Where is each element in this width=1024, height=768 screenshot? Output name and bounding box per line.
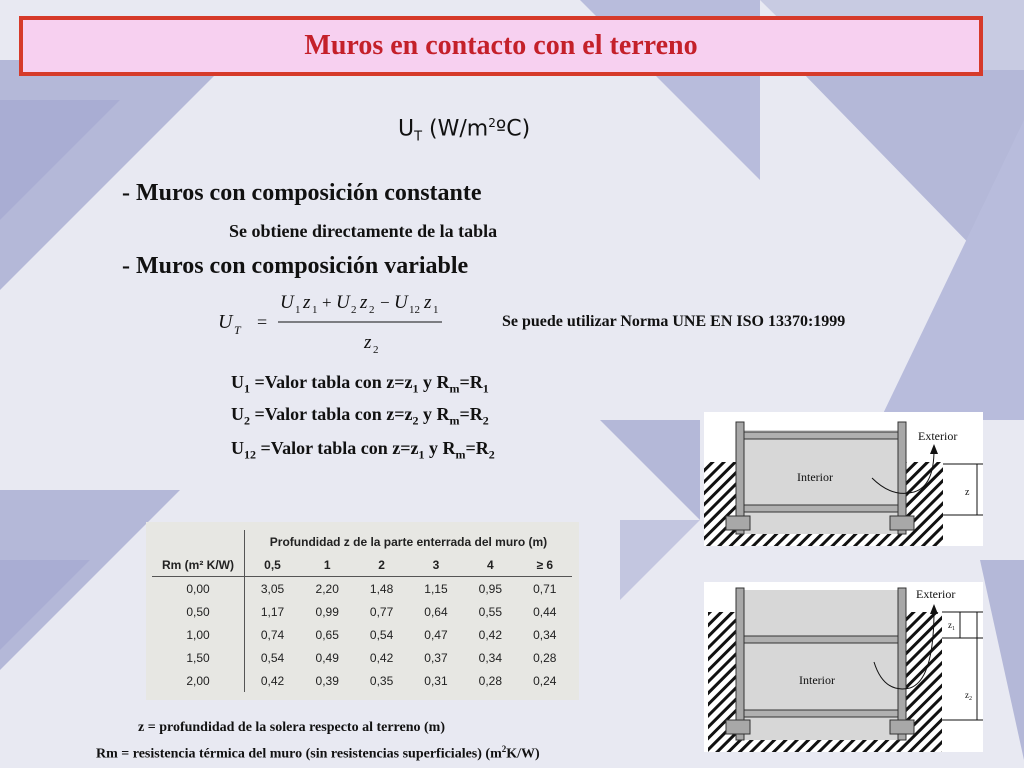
svg-text:1: 1 — [295, 304, 301, 316]
u-cell: 0,55 — [478, 604, 503, 619]
svg-text:z: z — [424, 292, 432, 313]
rm-cell: 0,00 — [152, 577, 245, 601]
svg-text:12: 12 — [409, 304, 420, 316]
ut-formula — [210, 288, 500, 360]
u-cell: 3,05 — [260, 581, 285, 596]
u-cell: 1,17 — [260, 604, 285, 619]
u-cell: 0,28 — [478, 673, 503, 688]
table-row — [152, 600, 572, 623]
svg-text:T: T — [234, 323, 241, 337]
column-header: 3 — [432, 557, 440, 572]
svg-text:z: z — [364, 332, 372, 353]
diagram2-z2-label: $z_2$ — [965, 690, 972, 702]
title-banner — [19, 16, 983, 76]
diagram2-z1-label: $z_1$ — [948, 620, 955, 632]
bullet-variable: - Muros con composición variable — [122, 253, 469, 279]
rm-cell: 1,50 — [152, 646, 245, 669]
rm-cell: 2,00 — [152, 669, 245, 692]
definition-u1: $U_1$ =Valor tabla con $z=z_1$ y $R_m=R_1$ — [231, 372, 489, 396]
u-cell: 0,34 — [533, 627, 557, 642]
u-cell: 0,54 — [369, 627, 394, 642]
table-group-header: Profundidad z de la parte enterrada del muro (m) — [269, 534, 548, 549]
svg-text:1: 1 — [312, 304, 318, 316]
svg-text:2: 2 — [369, 304, 375, 316]
svg-text:U: U — [218, 311, 233, 333]
u-cell: 0,42 — [260, 673, 285, 688]
bullet-constant-note: Se obtiene directamente de la tabla — [229, 221, 498, 241]
u-cell: 0,35 — [369, 673, 394, 688]
ut-units-close: ºC) — [495, 116, 531, 142]
u-cell: 0,34 — [478, 650, 503, 665]
diagram1-z-label: z — [965, 487, 970, 498]
u-cell: 0,44 — [533, 604, 557, 619]
u-cell: 0,99 — [315, 604, 339, 619]
svg-text:−: − — [380, 293, 390, 312]
norma-note: Se puede utilizar Norma UNE EN ISO 13370:1999 — [502, 313, 846, 330]
table-group-header-row — [152, 530, 572, 553]
svg-text:+: + — [322, 293, 332, 312]
table-row — [152, 669, 572, 692]
table-row-header: Rm (m² K/W) — [152, 553, 245, 577]
u-cell: 2,20 — [315, 581, 339, 596]
u-cell: 0,28 — [533, 650, 557, 665]
u-cell: 1,48 — [369, 581, 394, 596]
column-header: 2 — [378, 557, 385, 572]
svg-text:U: U — [280, 292, 294, 313]
diagram-single-basement — [704, 412, 983, 546]
ut-base: U — [398, 116, 415, 142]
rm-cell: 1,00 — [152, 623, 245, 646]
definition-u2: $U_2$ =Valor tabla con $z=z_2$ y $R_m=R_2$ — [231, 404, 489, 428]
bullet-constant: - Muros con composición constante — [122, 180, 482, 206]
column-header: 4 — [487, 557, 494, 572]
svg-text:2: 2 — [351, 304, 357, 316]
ut-units-open: (W/m — [422, 116, 489, 142]
u-cell: 0,42 — [369, 650, 394, 665]
diagram2-interior-label: Interior — [799, 673, 835, 687]
ut-heading — [398, 116, 530, 145]
rm-cell: 0,50 — [152, 600, 245, 623]
diagram-semi-basement — [704, 582, 983, 752]
svg-text:z: z — [360, 292, 368, 313]
ut-sub: T — [414, 129, 423, 145]
column-header: 1 — [323, 557, 331, 572]
table-row — [152, 646, 572, 669]
svg-text:U: U — [336, 292, 350, 313]
table-row — [152, 623, 572, 646]
u-cell: 0,47 — [424, 627, 448, 642]
u-cell: 0,65 — [315, 627, 339, 642]
column-header: ≥ 6 — [536, 557, 554, 572]
u-cell: 0,54 — [260, 650, 285, 665]
u-cell: 0,77 — [369, 604, 394, 619]
u-cell: 1,15 — [424, 581, 448, 596]
u-cell: 0,71 — [533, 581, 557, 596]
svg-text:U: U — [394, 292, 408, 313]
diagram2-exterior-label: Exterior — [916, 587, 956, 601]
diagram1-interior-label: Interior — [797, 470, 833, 484]
svg-text:2: 2 — [373, 344, 379, 356]
svg-text:=: = — [257, 312, 268, 332]
svg-text:z: z — [303, 292, 311, 313]
column-header: 0,5 — [264, 557, 281, 572]
u-cell: 0,31 — [424, 673, 448, 688]
page-title: Muros en contacto con el terreno — [304, 30, 698, 61]
u-cell: 0,64 — [424, 604, 448, 619]
caption-z: z = profundidad de la solera respecto al terreno (m) — [138, 720, 446, 735]
table-column-header-row — [152, 553, 572, 577]
u-cell: 0,39 — [315, 673, 339, 688]
svg-text:1: 1 — [433, 304, 439, 316]
u-cell: 0,42 — [478, 627, 503, 642]
u-values-table — [146, 522, 579, 700]
u-cell: 0,49 — [315, 650, 339, 665]
u-cell: 0,37 — [424, 650, 448, 665]
u-cell: 0,95 — [478, 581, 503, 596]
u-cell: 0,74 — [260, 627, 285, 642]
diagram1-exterior-label: Exterior — [918, 429, 958, 443]
definition-u12: $U_{12}$ =Valor tabla con $z=z_1$ y $R_m=R_2$ — [231, 438, 495, 462]
caption-rm: Rm = resistencia térmica del muro (sin resistencias superficiales) $(m^2K/W)$ — [96, 744, 540, 762]
table-row — [152, 577, 572, 601]
ut-sup: 2 — [488, 116, 496, 130]
u-cell: 0,24 — [533, 673, 557, 688]
